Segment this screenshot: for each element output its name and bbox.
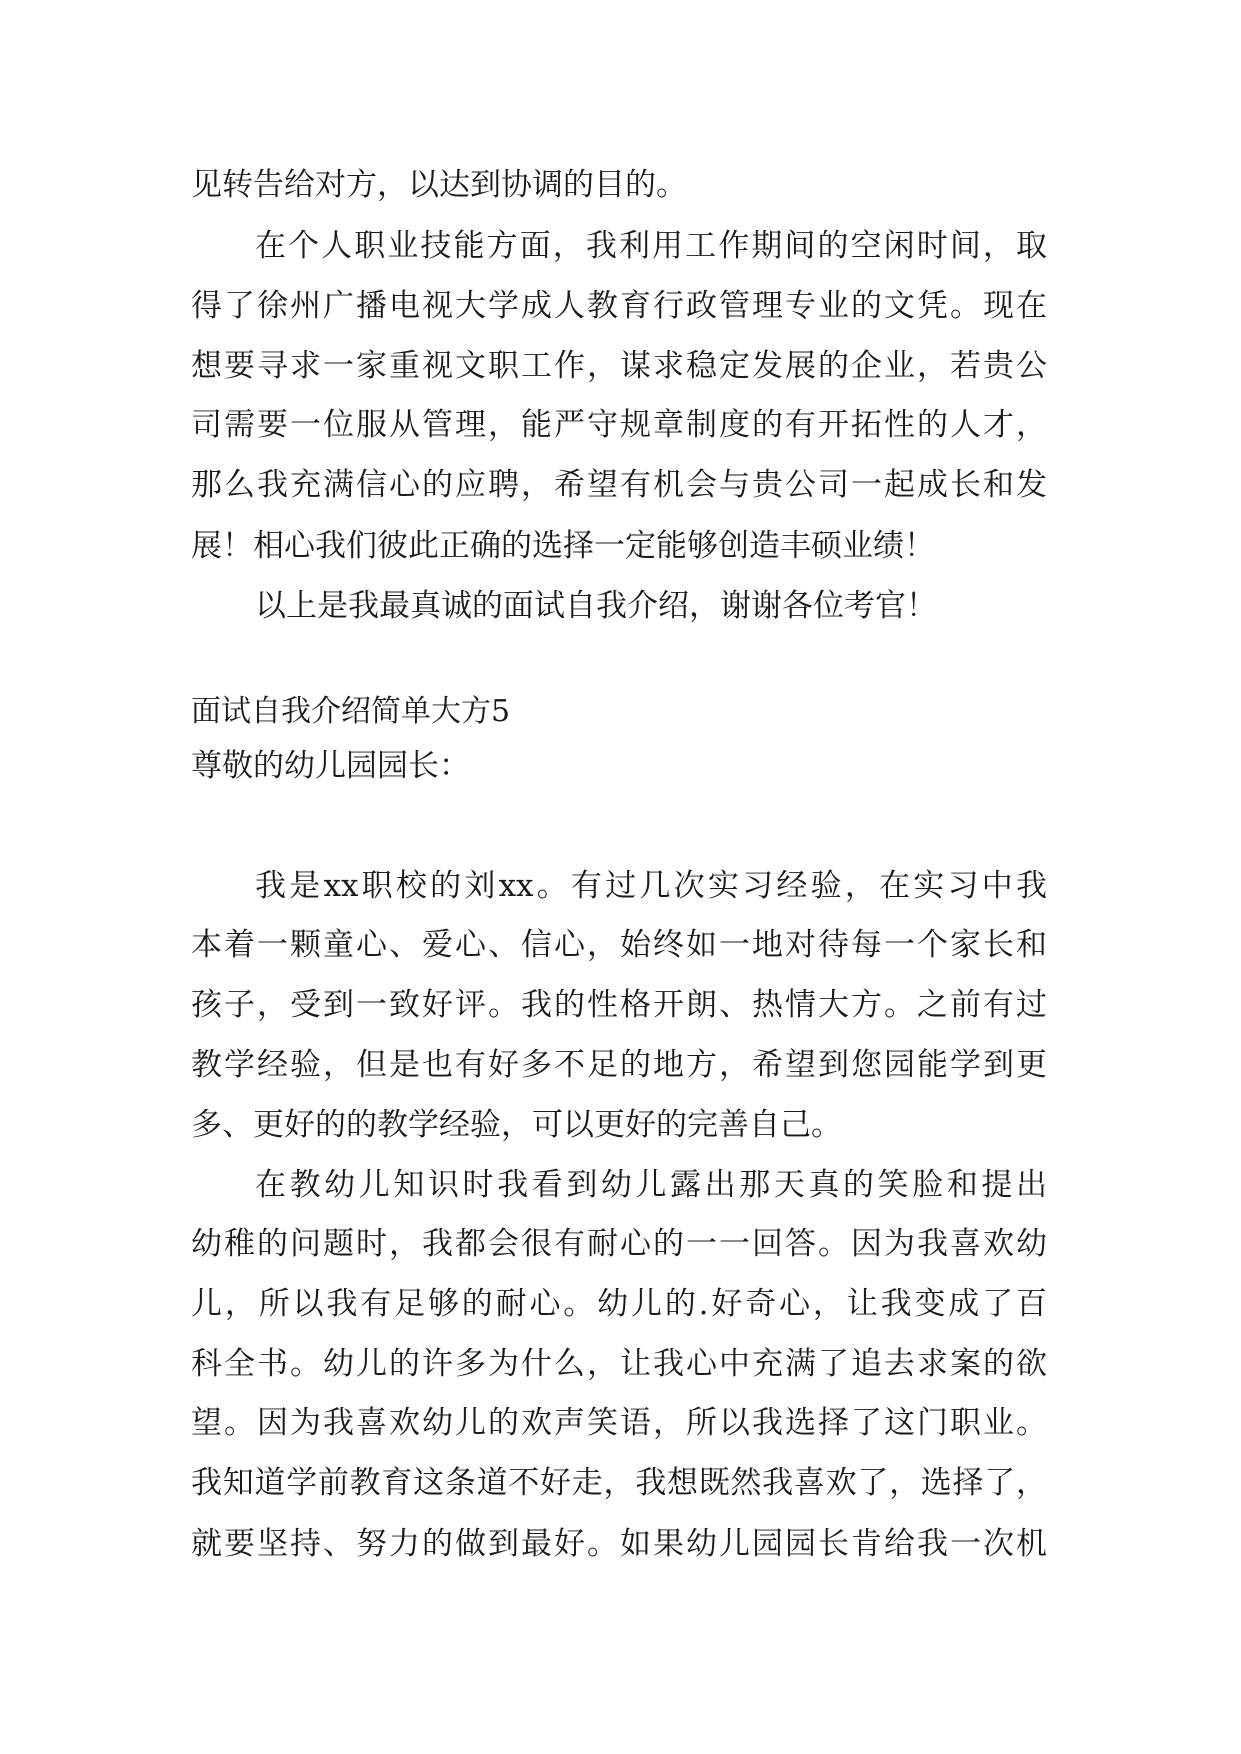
salutation: 尊敬的幼儿园园长： (191, 748, 470, 784)
text-line: 多、更好的的教学经验，可以更好的完善自己。 (191, 1107, 842, 1143)
text-line: 得了徐州广播电视大学成人教育行政管理专业的文凭。现在 (191, 288, 1047, 324)
text-line: 儿，所以我有足够的耐心。幼儿的.好奇心，让我变成了百 (191, 1286, 1047, 1322)
text-line: 孩子，受到一致好评。我的性格开朗、热情大方。之前有过 (191, 987, 1047, 1023)
text-line: 幼稚的问题时，我都会很有耐心的一一回答。因为我喜欢幼 (191, 1226, 1047, 1262)
text-line: 展！相心我们彼此正确的选择一定能够创造丰硕业绩！ (191, 528, 935, 564)
section-heading: 面试自我介绍简单大方5 (191, 694, 511, 729)
text-line: 望。因为我喜欢幼儿的欢声笑语，所以我选择了这门职业。 (191, 1405, 1047, 1441)
text-line: 就要坚持、努力的做到最好。如果幼儿园园长肯给我一次机 (191, 1526, 1047, 1562)
text-line: 想要寻求一家重视文职工作，谋求稳定发展的企业，若贵公 (191, 348, 1047, 384)
text-line: 见转告给对方，以达到协调的目的。 (191, 167, 687, 203)
text-line: 司需要一位服从管理，能严守规章制度的有开拓性的人才， (191, 407, 1047, 443)
text-line: 那么我充满信心的应聘，希望有机会与贵公司一起成长和发 (191, 467, 1047, 503)
paragraph-first-line: 我是xx职校的刘xx。有过几次实习经验，在实习中我 (255, 868, 1047, 904)
paragraph-first-line: 在个人职业技能方面，我利用工作期间的空闲时间，取 (255, 228, 1047, 264)
text-line: 教学经验，但是也有好多不足的地方，希望到您园能学到更 (191, 1047, 1047, 1083)
text-line: 科全书。幼儿的许多为什么，让我心中充满了追去求案的欲 (191, 1346, 1047, 1382)
paragraph-first-line: 以上是我最真诚的面试自我介绍，谢谢各位考官！ (255, 588, 937, 624)
text-line: 我知道学前教育这条道不好走，我想既然我喜欢了，选择了， (191, 1465, 1047, 1501)
paragraph-first-line: 在教幼儿知识时我看到幼儿露出那天真的笑脸和提出 (255, 1167, 1047, 1203)
text-line: 本着一颗童心、爱心、信心，始终如一地对待每一个家长和 (191, 927, 1047, 963)
